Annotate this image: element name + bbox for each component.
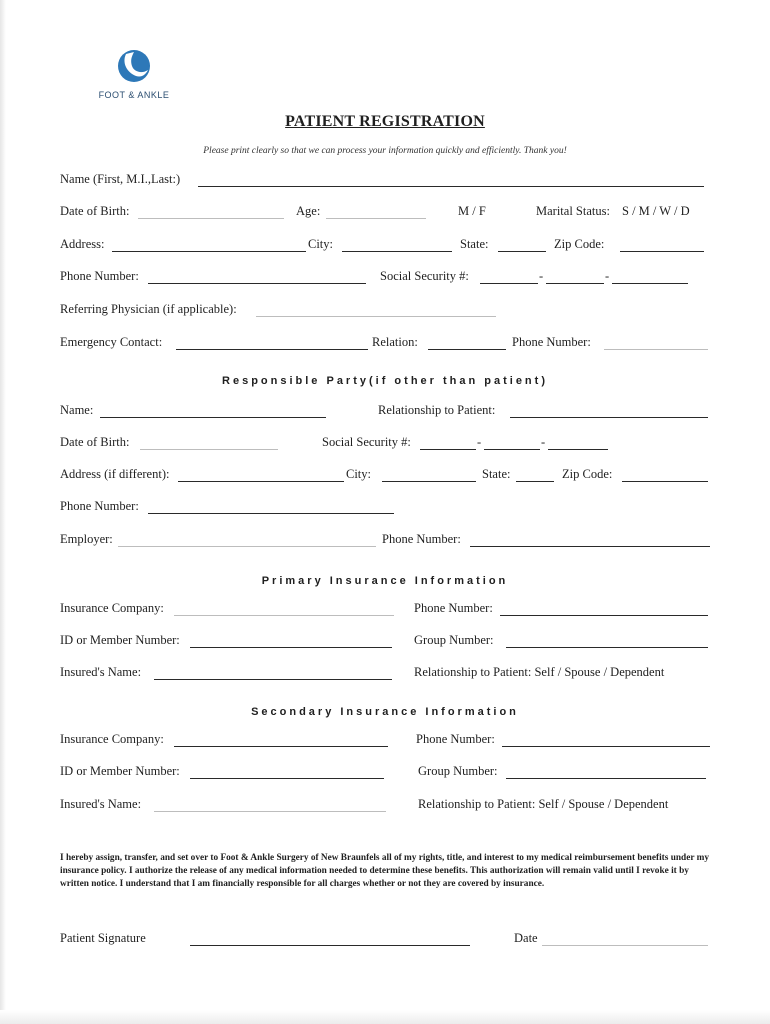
- rp-employer-field[interactable]: [118, 546, 376, 547]
- ssn-label: Social Security #:: [380, 269, 469, 283]
- pi-phone-field[interactable]: [500, 615, 708, 616]
- emergency-phone-label: Phone Number:: [512, 335, 591, 349]
- marital-options[interactable]: S / M / W / D: [622, 204, 690, 218]
- relation-label: Relation:: [372, 335, 418, 349]
- rp-dob-field[interactable]: [140, 449, 278, 450]
- rp-city-field[interactable]: [382, 481, 476, 482]
- si-insured-field[interactable]: [154, 811, 386, 812]
- row-signature: [60, 931, 712, 951]
- rp-dob-label: Date of Birth:: [60, 435, 130, 449]
- rp-city-label: City:: [346, 467, 372, 481]
- rp-employer-label: Employer:: [60, 532, 113, 546]
- dob-label: Date of Birth:: [60, 204, 130, 218]
- state-label: State:: [460, 237, 489, 251]
- rp-ssn-label: Social Security #:: [322, 435, 411, 449]
- pi-phone-label: Phone Number:: [414, 601, 493, 615]
- si-group-field[interactable]: [506, 778, 706, 779]
- pi-company-label: Insurance Company:: [60, 601, 164, 615]
- address-field[interactable]: [112, 251, 306, 252]
- secondary-insurance-heading: Secondary Insurance Information: [251, 706, 519, 718]
- rp-address-field[interactable]: [178, 481, 344, 482]
- rp-ssn-field-1[interactable]: [420, 449, 476, 450]
- phone-field[interactable]: [148, 283, 366, 284]
- si-group-label: Group Number:: [418, 764, 498, 778]
- pi-id-field[interactable]: [190, 647, 392, 648]
- ssn-field-2[interactable]: [546, 283, 604, 284]
- emergency-phone-field[interactable]: [604, 349, 708, 350]
- rp-zip-field[interactable]: [622, 481, 708, 482]
- pi-company-field[interactable]: [174, 615, 394, 616]
- city-label: City:: [308, 237, 334, 251]
- row-rp-address: [60, 467, 712, 487]
- row-emergency: [60, 335, 712, 355]
- row-patient-name: [60, 172, 712, 192]
- state-field[interactable]: [498, 251, 546, 252]
- si-id-label: ID or Member Number:: [60, 764, 180, 778]
- row-si-company: [60, 732, 712, 752]
- zip-field[interactable]: [620, 251, 704, 252]
- row-phone-ssn: [60, 269, 712, 289]
- logo-name: FOOT & ANKLE: [98, 90, 170, 100]
- pi-id-label: ID or Member Number:: [60, 633, 180, 647]
- rp-relationship-label: Relationship to Patient:: [378, 403, 496, 417]
- responsible-party-heading: Responsible Party(if other than patient): [222, 375, 548, 387]
- si-relationship-options[interactable]: Relationship to Patient: Self / Spouse / Dependent: [418, 797, 669, 811]
- ssn-dash-2: -: [605, 269, 610, 283]
- name-field[interactable]: [198, 186, 704, 187]
- rp-employer-phone-label: Phone Number:: [382, 532, 461, 546]
- date-label: Date: [514, 931, 538, 945]
- rp-zip-label: Zip Code:: [562, 467, 613, 481]
- row-rp-dob: [60, 435, 712, 455]
- primary-insurance-heading: Primary Insurance Information: [261, 575, 509, 587]
- si-insured-label: Insured's Name:: [60, 797, 142, 811]
- rp-ssn-field-2[interactable]: [484, 449, 540, 450]
- address-label: Address:: [60, 237, 105, 251]
- signature-field[interactable]: [190, 945, 470, 946]
- row-rp-employer: [60, 532, 712, 552]
- referring-field[interactable]: [256, 316, 496, 317]
- pi-insured-field[interactable]: [154, 679, 392, 680]
- rp-name-field[interactable]: [100, 417, 326, 418]
- rp-state-field[interactable]: [516, 481, 554, 482]
- row-address: [60, 237, 712, 257]
- ssn-dash-1: -: [539, 269, 544, 283]
- dob-field[interactable]: [138, 218, 284, 219]
- scan-edge-bottom: [0, 1010, 770, 1024]
- city-field[interactable]: [342, 251, 452, 252]
- row-rp-phone: [60, 499, 712, 519]
- pi-insured-label: Insured's Name:: [60, 665, 142, 679]
- ssn-field-1[interactable]: [480, 283, 538, 284]
- rp-ssn-dash-2: -: [541, 435, 546, 449]
- name-label: Name (First, M.I.,Last:): [60, 172, 181, 186]
- rp-ssn-dash-1: -: [477, 435, 482, 449]
- rp-phone-label: Phone Number:: [60, 499, 139, 513]
- row-rp-name: [60, 403, 712, 423]
- rp-employer-phone-field[interactable]: [470, 546, 710, 547]
- referring-label: Referring Physician (if applicable):: [60, 302, 237, 316]
- row-pi-id: [60, 633, 712, 653]
- date-field[interactable]: [542, 945, 708, 946]
- si-phone-field[interactable]: [502, 746, 710, 747]
- instructions-text: Please print clearly so that we can process your information quickly and efficiently. Thank you!: [203, 146, 567, 156]
- age-label: Age:: [296, 204, 321, 218]
- page-title: PATIENT REGISTRATION: [285, 113, 485, 130]
- si-id-field[interactable]: [190, 778, 384, 779]
- pi-group-field[interactable]: [506, 647, 708, 648]
- pi-group-label: Group Number:: [414, 633, 494, 647]
- relation-field[interactable]: [428, 349, 506, 350]
- si-company-field[interactable]: [174, 746, 388, 747]
- practice-logo: [88, 48, 180, 108]
- rp-address-label: Address (if different):: [60, 467, 170, 481]
- signature-label: Patient Signature: [60, 931, 146, 945]
- zip-label: Zip Code:: [554, 237, 605, 251]
- marital-label: Marital Status:: [536, 204, 610, 218]
- rp-phone-field[interactable]: [148, 513, 394, 514]
- foot-logo-icon: [112, 48, 156, 88]
- pi-relationship-options[interactable]: Relationship to Patient: Self / Spouse / Dependent: [414, 665, 665, 679]
- phone-label: Phone Number:: [60, 269, 139, 283]
- emergency-field[interactable]: [176, 349, 368, 350]
- row-si-insured: [60, 797, 712, 817]
- rp-name-label: Name:: [60, 403, 94, 417]
- si-company-label: Insurance Company:: [60, 732, 164, 746]
- row-pi-insured: [60, 665, 712, 685]
- emergency-label: Emergency Contact:: [60, 335, 163, 349]
- rp-relationship-field[interactable]: [510, 417, 708, 418]
- row-referring: [60, 302, 712, 322]
- authorization-text: I hereby assign, transfer, and set over to Foot & Ankle Surgery of New Braunfels all of my rights, title, and interest to my medical reimbursement benefits under my insurance policy. I authorize the release of any medical information needed to determine these benefits. This authorization will remain valid until I revoke it by written notice. I understand that I am financially responsible for all charges whether or not they are covered by insurance.: [60, 853, 710, 889]
- rp-ssn-field-3[interactable]: [548, 449, 608, 450]
- age-field[interactable]: [326, 218, 426, 219]
- rp-state-label: State:: [482, 467, 511, 481]
- row-si-id: [60, 764, 712, 784]
- row-dob: [60, 204, 712, 224]
- sex-options[interactable]: M / F: [458, 204, 486, 218]
- ssn-field-3[interactable]: [612, 283, 688, 284]
- row-pi-company: [60, 601, 712, 621]
- si-phone-label: Phone Number:: [416, 732, 495, 746]
